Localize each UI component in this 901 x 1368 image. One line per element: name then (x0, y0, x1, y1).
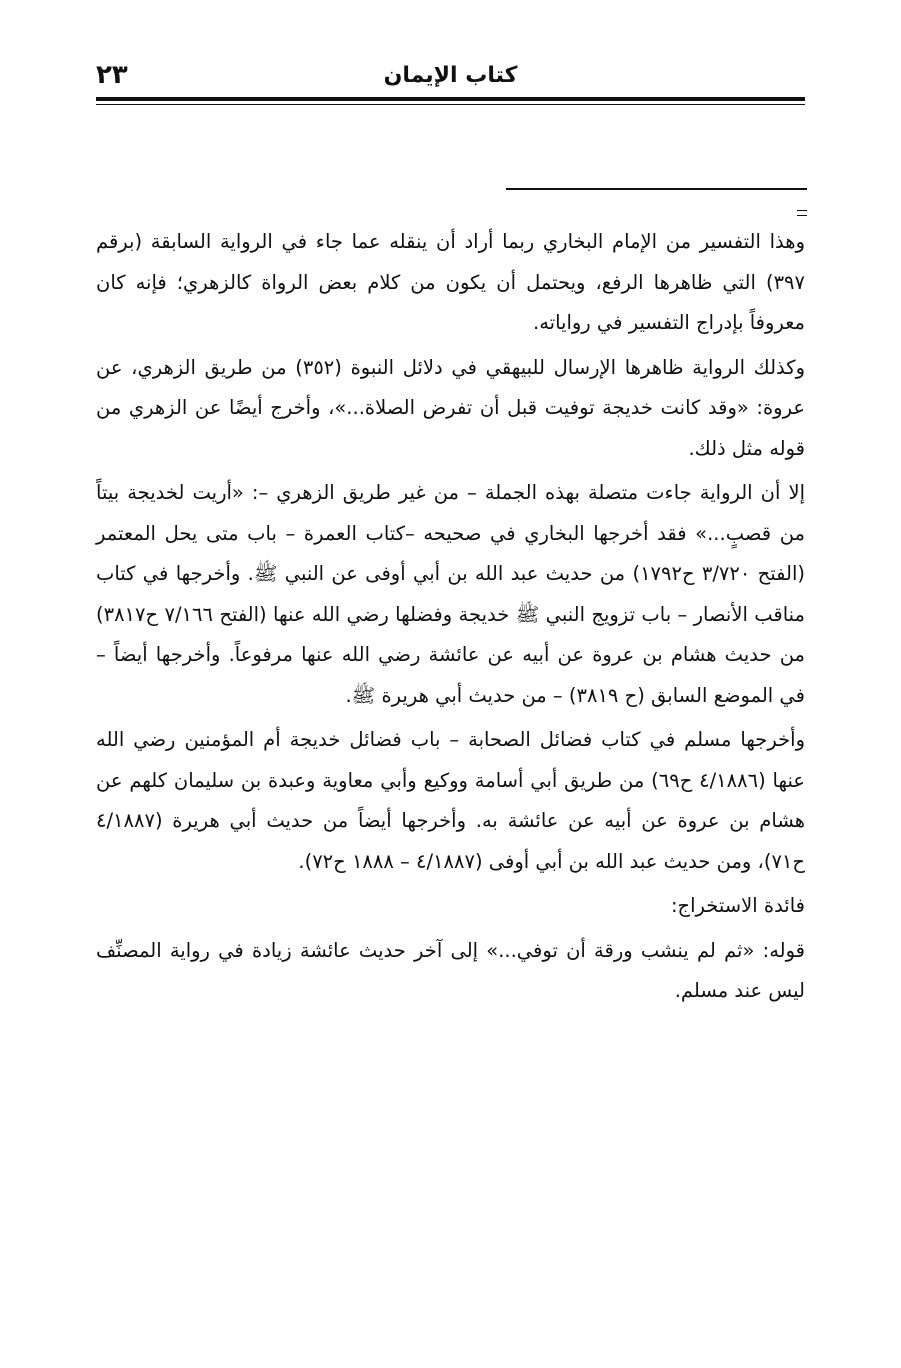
running-header (96, 58, 805, 98)
section-heading-istikhraj: فائدة الاستخراج: (670, 894, 805, 917)
header-rule-thick (96, 97, 805, 101)
chapter-title: كتاب الإيمان (383, 63, 518, 88)
footnote-body (96, 222, 805, 1016)
paragraph-bayhaqi: وكذلك الرواية ظاهرها الإرسال للبيهقي في دلائل النبوة (٣٥٢) من طريق الزهري، عن عروة: «وقد كانت خديجة توفيت قبل أن تفرض الصلاة...»، وأخرج أيضًا عن الزهري من قوله مثل ذلك. (96, 355, 805, 460)
footnote-separator (506, 188, 807, 190)
page-number: ٢٣ (96, 60, 128, 90)
paragraph-waraqa: قوله: «ثم لم ينشب ورقة أن توفي...» إلى آخر حديث عائشة زيادة في رواية المصنِّف ليس عند مسلم. (96, 938, 805, 1002)
header-rule-thin (96, 104, 805, 105)
footnote-marker-icon (797, 210, 807, 216)
paragraph-tafsir: وهذا التفسير من الإمام البخاري ربما أراد أن ينقله عما جاء في الرواية السابقة (برقم ٣٩٧) التي ظاهرها الرفع، ويحتمل أن يكون من كلام بعض الرواة كالزهري؛ فإنه كان معروفاً بإدراج التفسير في رواياته. (96, 230, 805, 334)
paragraph-bukhari: إلا أن الرواية جاءت متصلة بهذه الجملة – من غير طريق الزهري –: «أريت لخديجة بيتاً من قصبٍ...» فقد أخرجها البخاري في صحيحه –كتاب العمرة – باب متى يحل المعتمر (الفتح ٣/٧٢٠ ح١٧٩٢) من حديث عبد الله بن أبي أوفى عن النبي ﷺ. وأخرجها في كتاب مناقب الأنصار – باب تزويج النبي ﷺ خديجة وفضلها رضي الله عنها (الفتح ٧/١٦٦ ح٣٨١٧) من حديث هشام بن عروة عن أبيه عن عائشة رضي الله عنها مرفوعاً. وأخرجها أيضاً – في الموضع السابق (ح ٣٨١٩) – من حديث أبي هريرة ﷺ. (96, 481, 805, 707)
paragraph-muslim: وأخرجها مسلم في كتاب فضائل الصحابة – باب فضائل خديجة أم المؤمنين رضي الله عنها (٤/١٨٨٦ ح٦٩) من طريق أبي أسامة ووكيع وأبي معاوية وعبدة بن سليمان كلهم عن هشام بن عروة عن أبيه عن عائشة به. وأخرجها أيضاً من حديث أبي هريرة (٤/١٨٨٧ ح٧١)، ومن حديث عبد الله بن أبي أوفى (٤/١٨٨٧ – ١٨٨٨ ح٧٢). (96, 728, 805, 873)
